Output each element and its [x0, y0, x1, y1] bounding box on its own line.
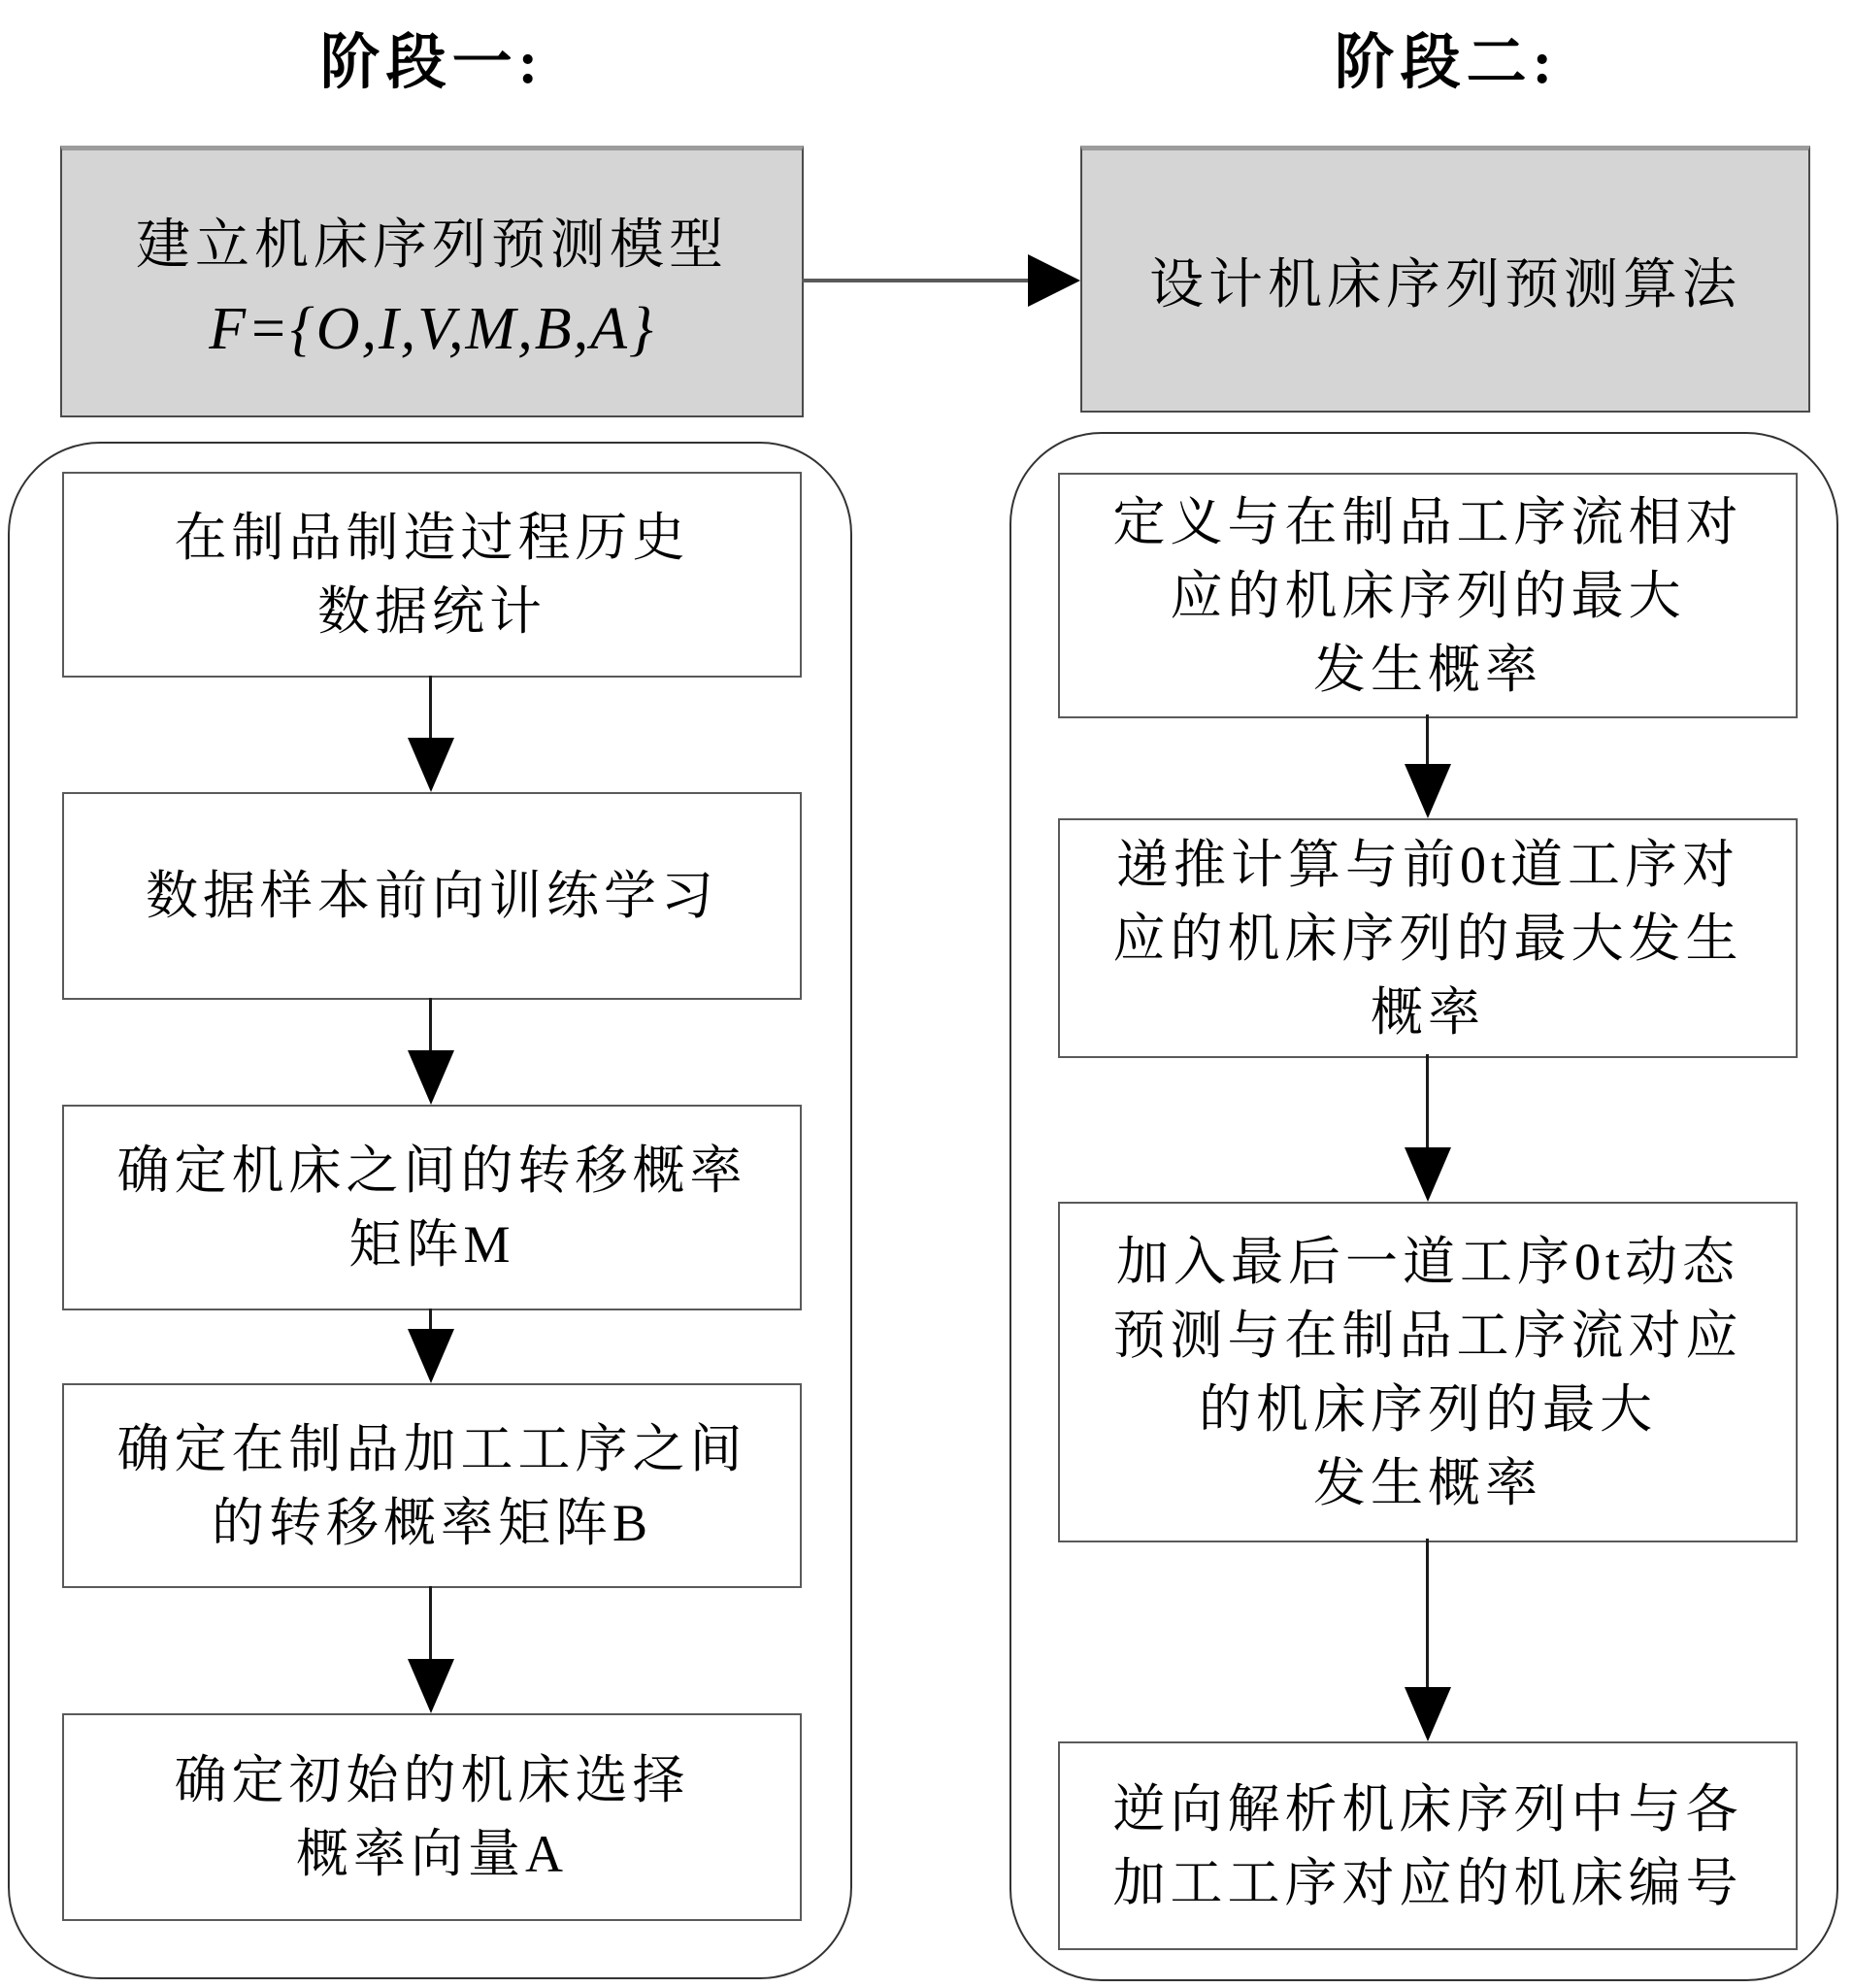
down-arrow-icon [408, 1659, 454, 1713]
down-arrow-icon [408, 738, 454, 792]
step-text-line: 预测与在制品工序流对应 [1112, 1306, 1743, 1365]
phase1-header-formula: F={O,I,V,M,B,A} [209, 296, 655, 362]
down-arrow-icon [408, 1329, 454, 1383]
step-text-line: 数据统计 [317, 582, 546, 641]
phase1-title: 阶段一: [319, 30, 545, 96]
phase1-step2-box [62, 792, 802, 1000]
phase2-step1-box [1058, 473, 1798, 718]
phase1-step5-box [62, 1713, 802, 1921]
flow-line [429, 676, 432, 740]
flow-line [429, 998, 432, 1052]
step-text-line: 在制品制造过程历史 [174, 509, 690, 567]
phase2-header-text: 设计机床序列预测算法 [1149, 255, 1741, 315]
flow-line [1426, 714, 1429, 766]
phase1-step3-box [62, 1105, 802, 1310]
phase1-step1-box [62, 472, 802, 678]
step-text-line: 应的机床序列的最大 [1170, 566, 1686, 625]
step-text-line: 逆向解析机床序列中与各 [1112, 1779, 1743, 1839]
header-connector-line [802, 279, 1029, 282]
flow-line [1426, 1054, 1429, 1149]
flow-line [1426, 1539, 1429, 1689]
right-arrow-icon [1028, 254, 1080, 307]
flow-line [429, 1586, 432, 1662]
phase1-step4-box [62, 1383, 802, 1588]
step-text-line: 矩阵M [348, 1215, 515, 1274]
step-text-line: 定义与在制品工序流相对 [1112, 492, 1743, 551]
phase2-step2-box [1058, 818, 1798, 1058]
step-text-line: 发生概率 [1313, 1453, 1542, 1512]
down-arrow-icon [1405, 764, 1451, 818]
step-text-line: 数据样本前向训练学习 [146, 867, 718, 925]
phase1-header-box [60, 146, 804, 417]
step-text-line: 概率 [1371, 982, 1485, 1042]
step-text-line: 概率向量A [296, 1825, 568, 1883]
phase2-step4-box [1058, 1741, 1798, 1950]
step-text-line: 加工工序对应的机床编号 [1112, 1853, 1743, 1912]
phase2-title: 阶段二: [1334, 30, 1559, 96]
step-text-line: 发生概率 [1313, 640, 1542, 699]
step-text-line: 确定初始的机床选择 [174, 1751, 690, 1809]
step-text-line: 的转移概率矩阵B [211, 1493, 653, 1552]
phase2-step3-box [1058, 1202, 1798, 1542]
step-text-line: 的机床序列的最大 [1199, 1379, 1657, 1439]
down-arrow-icon [1405, 1147, 1451, 1202]
step-text-line: 确定机床之间的转移概率 [116, 1142, 747, 1200]
step-text-line: 确定在制品加工工序之间 [116, 1419, 747, 1478]
step-text-line: 递推计算与前0t道工序对 [1115, 835, 1739, 894]
step-text-line: 加入最后一道工序0t动态 [1115, 1232, 1739, 1291]
down-arrow-icon [1405, 1687, 1451, 1741]
phase1-header-text: 建立机床序列预测模型 [136, 215, 728, 276]
step-text-line: 应的机床序列的最大发生 [1112, 909, 1743, 968]
down-arrow-icon [408, 1050, 454, 1105]
phase2-header-box [1080, 146, 1810, 413]
